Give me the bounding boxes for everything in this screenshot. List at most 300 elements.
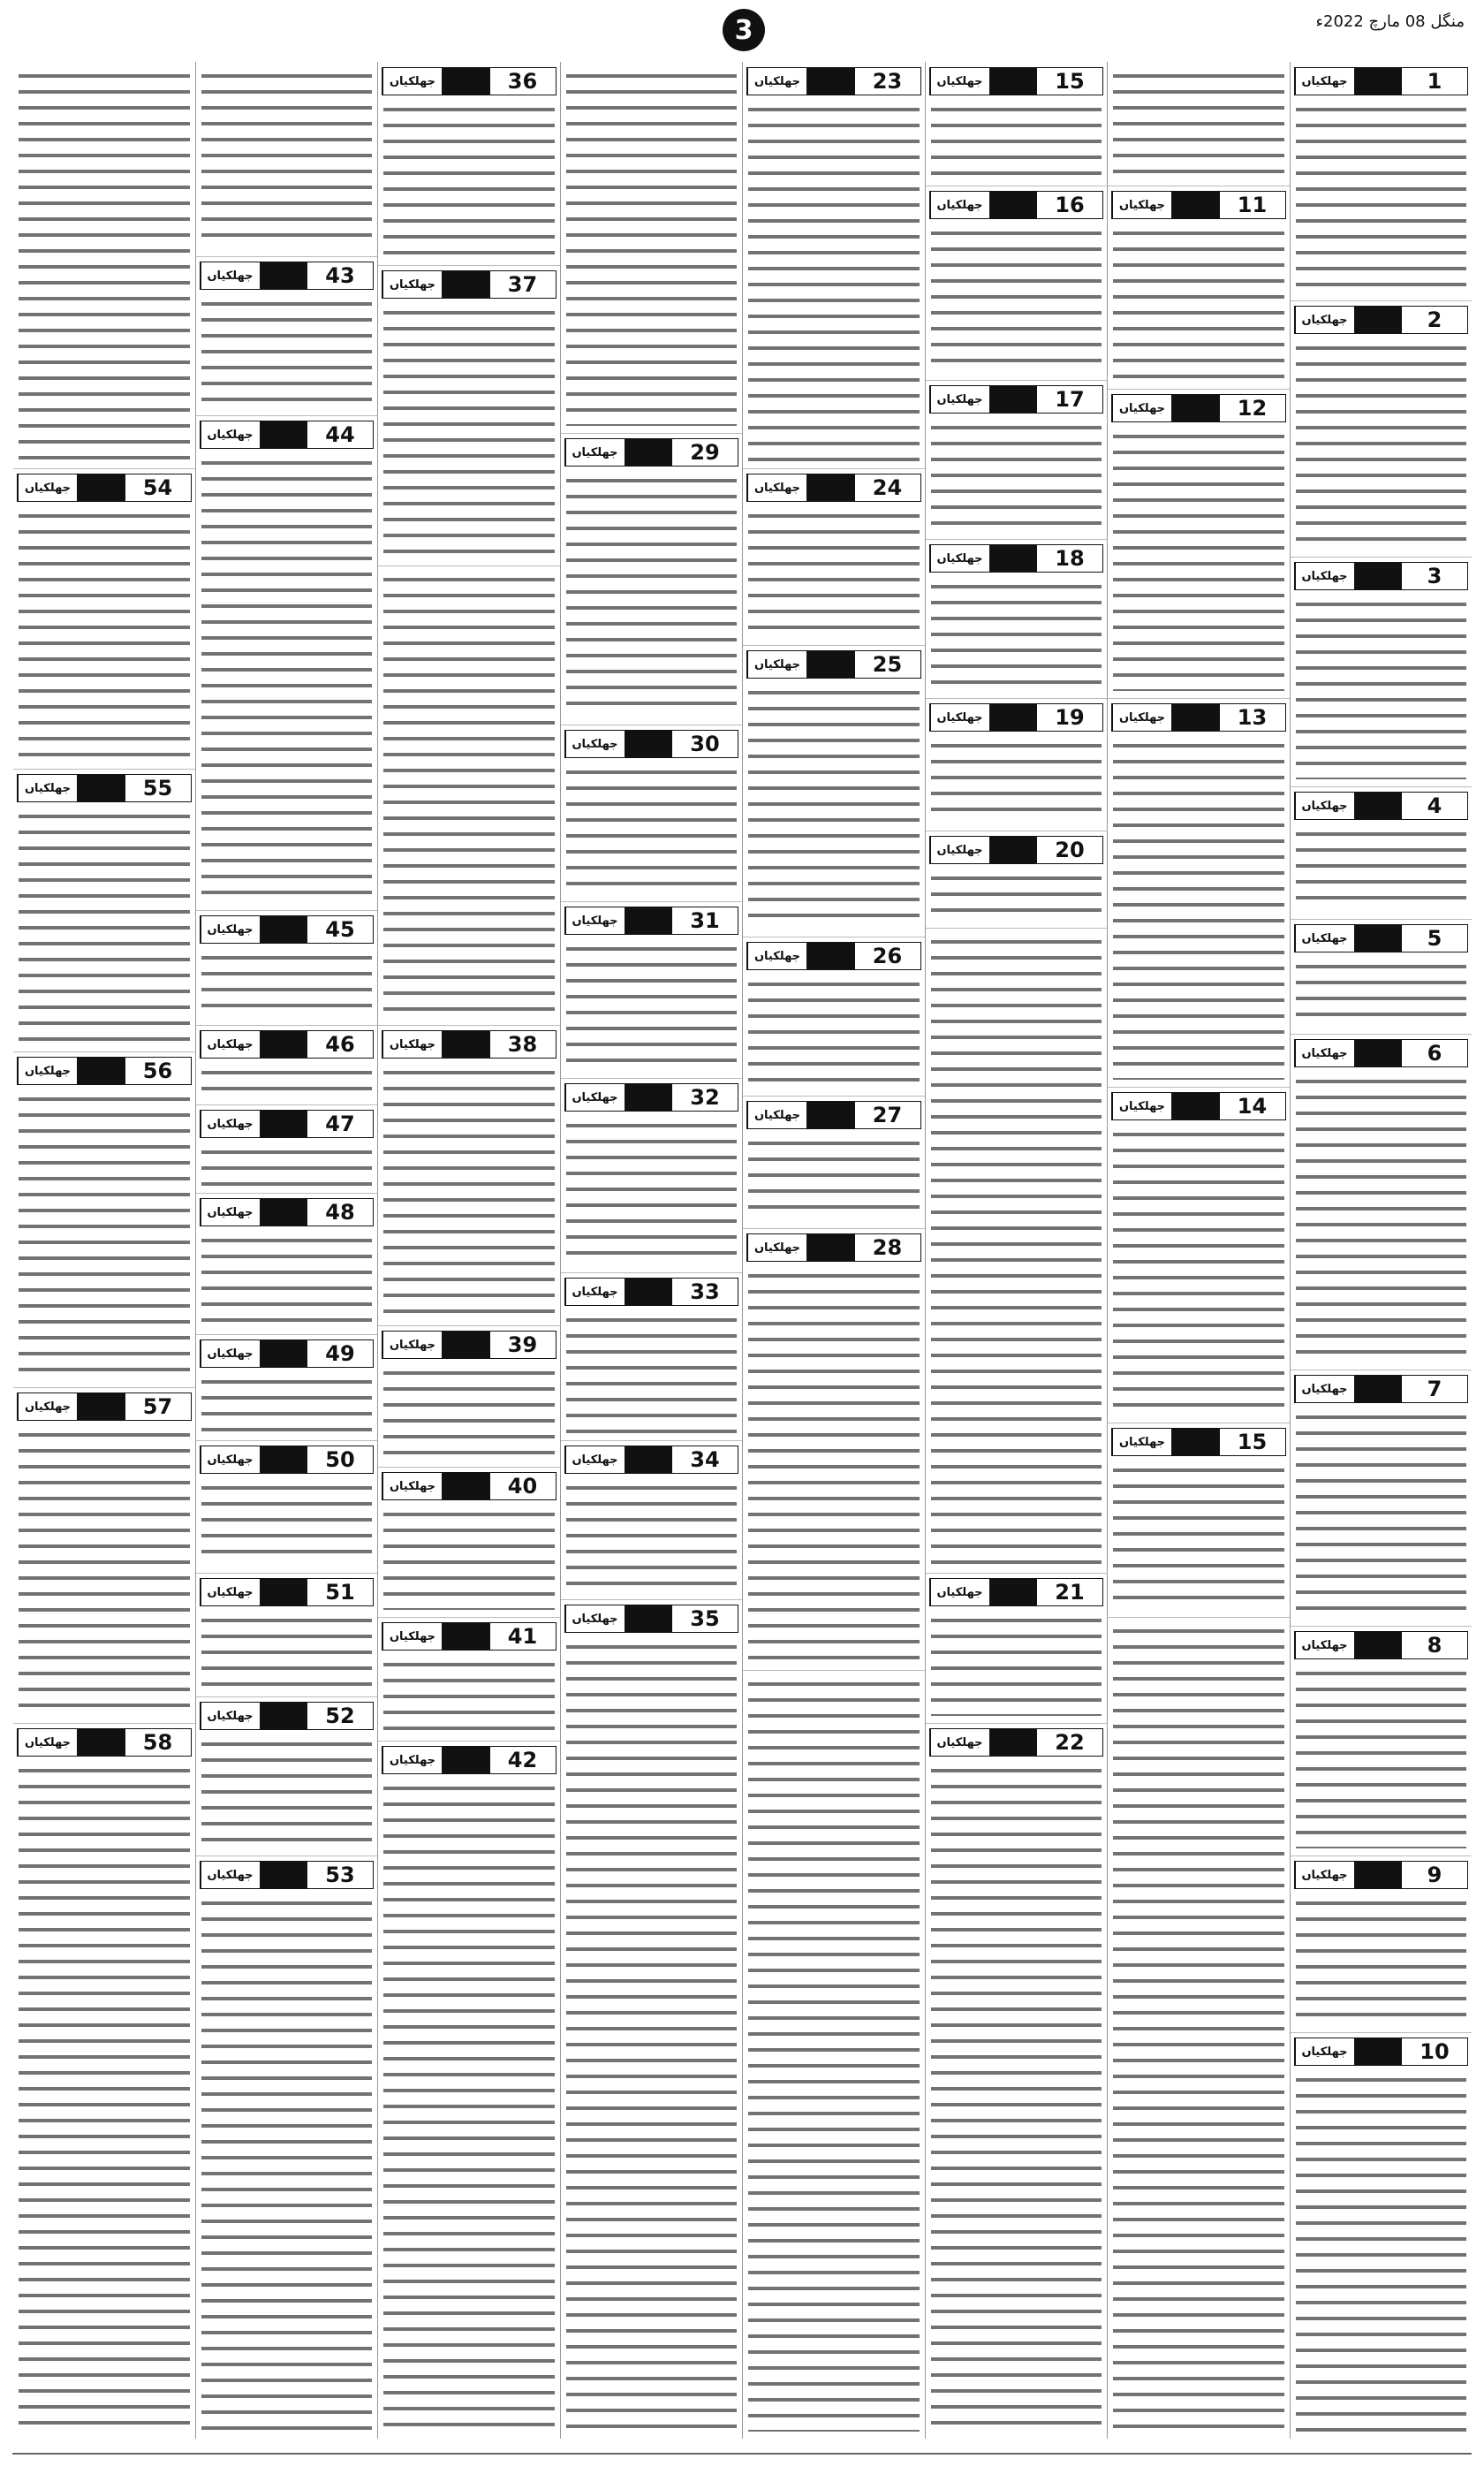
news-item-label: جھلکیاں [1295,793,1354,819]
news-item-55 [13,769,195,1052]
news-item-header [382,1746,556,1774]
news-item-label: جھلکیاں [1295,307,1354,333]
news-item-number: 1 [1401,68,1467,95]
news-item-header [200,1446,375,1474]
news-item-header [1294,306,1469,334]
news-item-number: 2 [1401,307,1467,333]
news-item-text-block [566,69,738,426]
news-item-header [746,67,921,95]
news-item-56 [13,1051,195,1388]
news-item-text-block [201,1375,373,1433]
continued-text-block [1108,1617,1290,2439]
news-item-header-bar [1354,2038,1402,2065]
continued-text-block [561,62,743,434]
news-item-header-bar [989,192,1037,218]
news-item-header-bar [1354,1862,1402,1888]
news-item-57 [13,1387,195,1724]
news-item-header-bar [989,837,1037,863]
news-item-text-block [19,1428,190,1716]
news-item-label: جھلکیاں [747,1102,806,1128]
news-item-text-block [201,456,373,903]
news-item-header [382,1622,556,1651]
news-item-number: 40 [489,1473,556,1499]
news-column-1 [1290,62,1473,2439]
news-item-number: 43 [307,262,373,289]
news-item-label: جھلکیاں [201,1111,260,1137]
news-item-header [564,1083,739,1112]
news-item-number: 16 [1036,192,1102,218]
news-item-number: 32 [671,1084,738,1111]
news-item-text-block [19,69,190,461]
news-item-label: جھلکیاں [930,704,989,731]
news-item-label: جھلکیاں [747,68,806,95]
news-item-header [1111,1428,1286,1456]
news-item-54 [13,468,195,770]
news-item-header-bar [77,775,125,801]
news-item-header-bar [989,1579,1037,1605]
news-item-header-bar [442,1332,489,1358]
news-item-label: جھلکیاں [565,907,625,934]
news-item-header-bar [260,262,307,289]
news-item-label: جھلکیاں [1295,1632,1354,1658]
news-item-text-block [931,871,1102,921]
news-item-text-block [748,1269,920,1663]
news-item-25 [743,645,925,937]
continued-text-block [1108,62,1290,186]
news-item-number: 38 [489,1031,556,1058]
news-item-header-bar [1354,1632,1402,1658]
news-item-header [382,67,556,95]
news-item-header-bar [77,474,125,501]
news-item-text-block [931,1764,1102,2432]
news-item-number: 15 [1036,68,1102,95]
news-item-text-block [931,739,1102,823]
news-item-number: 48 [307,1199,373,1226]
news-item-header [746,650,921,679]
news-item-header-bar [625,1279,672,1305]
news-item-number: 27 [854,1102,920,1128]
news-item-30 [561,725,743,902]
news-item-3 [1291,557,1473,787]
continued-text-block [13,62,195,469]
news-item-text-block [566,942,738,1071]
news-item-number: 53 [307,1862,373,1888]
news-item-23 [743,62,925,469]
news-item-number: 29 [671,439,738,466]
news-item-text-block [383,1066,555,1318]
news-item-header-bar [1354,68,1402,95]
news-item-text-block [566,1481,738,1592]
news-column-7 [195,62,378,2439]
continued-text-block [196,62,378,257]
news-item-label: جھلکیاں [382,271,442,298]
news-item-label: جھلکیاں [1295,925,1354,952]
news-item-text-block [1296,1896,1467,2025]
news-columns [12,62,1472,2439]
news-item-text-block [201,1066,373,1097]
news-item-number: 17 [1036,386,1102,413]
news-item-number: 42 [489,1747,556,1773]
news-item-header-bar [806,474,854,501]
news-item-text-block [19,1092,190,1380]
news-item-header [382,270,556,299]
news-item-number: 20 [1036,837,1102,863]
issue-date: منگل 08 مارچ 2022ء [1315,12,1465,31]
news-item-48 [196,1193,378,1335]
news-item-text-block [201,951,373,1018]
news-item-header [929,1578,1104,1606]
news-item-header [200,421,375,449]
news-item-label: جھلکیاں [1295,68,1354,95]
news-item-16 [926,186,1108,381]
news-item-number: 5 [1401,925,1467,952]
news-item-number: 51 [307,1579,373,1605]
news-item-header [564,1605,739,1633]
news-item-text-block [383,1781,555,2432]
news-item-label: جھلکیاں [565,1446,625,1473]
news-item-text-block [931,226,1102,373]
news-item-number: 34 [671,1446,738,1473]
news-item-39 [378,1325,560,1468]
news-item-header [929,703,1104,732]
news-item-header [1294,2038,1469,2066]
news-item-number: 4 [1401,793,1467,819]
news-item-31 [561,901,743,1079]
news-item-text-block [748,102,920,461]
news-item-number: 45 [307,916,373,943]
news-item-label: جھلکیاں [565,1279,625,1305]
news-item-label: جھلکیاں [382,68,442,95]
news-item-header-bar [1171,704,1219,731]
news-item-label: جھلکیاں [201,1031,260,1058]
news-item-header-bar [1354,1376,1402,1402]
news-item-33 [561,1272,743,1441]
news-item-header [17,1728,192,1757]
news-item-43 [196,256,378,416]
news-item-45 [196,910,378,1026]
news-item-number: 50 [307,1446,373,1473]
news-item-text-block [1113,69,1284,178]
news-item-13 [1108,698,1290,1088]
news-item-header [929,836,1104,864]
news-item-label: جھلکیاں [201,262,260,289]
news-item-text-block [383,1507,555,1610]
news-item-text-block [19,509,190,762]
news-item-35 [561,1599,743,2439]
news-item-header [564,1278,739,1306]
news-item-header-bar [806,68,854,95]
news-item-number: 30 [671,731,738,757]
news-item-20 [926,831,1108,929]
news-item-number: 41 [489,1623,556,1650]
news-item-29 [561,433,743,725]
news-item-header [1294,1039,1469,1067]
news-item-number: 9 [1401,1862,1467,1888]
news-item-37 [378,265,560,566]
news-item-header [200,1198,375,1226]
news-item-number: 36 [489,68,556,95]
news-item-text-block [383,102,555,258]
news-item-header-bar [77,1729,125,1756]
news-item-text-block [1113,739,1284,1080]
news-item-header [746,942,921,970]
news-item-header-bar [625,1084,672,1111]
news-item-34 [561,1440,743,1600]
news-item-header-bar [1354,925,1402,952]
news-item-40 [378,1467,560,1618]
news-item-19 [926,698,1108,831]
news-item-header [929,1728,1104,1757]
news-item-header [746,1101,921,1129]
news-item-number: 31 [671,907,738,934]
news-item-text-block [1296,1666,1467,1848]
news-item-label: جھلکیاں [565,1084,625,1111]
news-item-number: 13 [1219,704,1285,731]
news-item-17 [926,380,1108,540]
news-item-number: 23 [854,68,920,95]
news-item-text-block [748,1136,920,1221]
news-item-header-bar [625,731,672,757]
news-item-text-block [1296,102,1467,293]
news-item-number: 26 [854,943,920,969]
news-item-header-bar [442,1473,489,1499]
news-item-header [1294,67,1469,95]
news-item-header-bar [260,1340,307,1367]
news-item-header-bar [260,1579,307,1605]
news-item-text-block [1296,827,1467,912]
news-item-text-block [748,1677,920,2432]
news-item-label: جھلکیاں [565,439,625,466]
news-item-label: جھلکیاں [1112,395,1171,421]
news-column-6 [377,62,560,2439]
news-column-3 [925,62,1108,2439]
news-item-text-block [1296,1074,1467,1362]
news-item-header [1294,562,1469,590]
news-item-4 [1291,786,1473,920]
news-item-text-block [201,69,373,249]
news-item-text-block [201,1233,373,1327]
news-item-1 [1291,62,1473,301]
news-item-header-bar [989,704,1037,731]
news-item-label: جھلکیاں [1295,563,1354,589]
news-item-text-block [201,1481,373,1566]
news-item-header [1111,394,1286,422]
news-item-label: جھلکیاں [565,1605,625,1632]
news-item-header [1294,792,1469,820]
news-item-label: جھلکیاں [1112,1429,1171,1455]
news-item-text-block [931,1613,1102,1716]
news-item-text-block [383,306,555,558]
news-item-header-bar [806,943,854,969]
news-item-number: 47 [307,1111,373,1137]
news-item-label: جھلکیاں [747,474,806,501]
news-item-51 [196,1573,378,1697]
continued-text-block [743,1670,925,2439]
news-item-text-block [201,297,373,408]
news-item-number: 22 [1036,1729,1102,1756]
news-item-number: 15 [1219,1429,1285,1455]
news-item-text-block [566,1119,738,1265]
footer-rule [12,2453,1472,2455]
news-item-text-block [1296,341,1467,550]
news-item-text-block [748,686,920,930]
news-item-number: 58 [125,1729,191,1756]
news-item-number: 6 [1401,1040,1467,1066]
news-item-50 [196,1440,378,1574]
news-item-label: جھلکیاں [201,1862,260,1888]
news-item-header [1294,1861,1469,1889]
news-item-header [1111,191,1286,219]
continued-text-block [926,928,1108,1574]
news-item-header-bar [260,1446,307,1473]
masthead [0,0,1484,62]
news-item-number: 56 [125,1058,191,1084]
news-item-header-bar [989,1729,1037,1756]
news-item-header [200,1702,375,1730]
news-item-header [200,1578,375,1606]
news-item-label: جھلکیاں [930,386,989,413]
news-item-header [200,915,375,944]
news-item-label: جھلکیاں [930,545,989,572]
news-item-6 [1291,1034,1473,1370]
news-item-5 [1291,919,1473,1035]
news-item-32 [561,1078,743,1273]
news-item-header [382,1331,556,1359]
news-item-header [1111,703,1286,732]
news-item-label: جھلکیاں [1295,1376,1354,1402]
news-item-22 [926,1723,1108,2439]
news-item-text-block [748,509,920,638]
news-item-header [200,1110,375,1138]
news-item-38 [378,1025,560,1326]
news-item-2 [1291,300,1473,558]
news-item-text-block [383,1366,555,1460]
news-item-28 [743,1228,925,1671]
news-item-header-bar [77,1393,125,1420]
news-item-text-block [566,474,738,717]
news-item-label: جھلکیاں [201,1703,260,1729]
news-item-number: 25 [854,651,920,678]
news-item-text-block [931,580,1102,691]
news-item-text-block [383,573,555,1018]
news-item-header [17,1393,192,1421]
news-item-number: 33 [671,1279,738,1305]
news-item-header-bar [260,1862,307,1888]
news-item-number: 14 [1219,1093,1285,1119]
news-item-header-bar [625,1446,672,1473]
news-item-header-bar [1171,395,1219,421]
news-item-header-bar [625,907,672,934]
news-item-text-block [201,1145,373,1186]
page-number-badge: 3 [723,9,765,51]
news-item-label: جھلکیاں [18,1393,77,1420]
news-item-text-block [1296,960,1467,1027]
news-item-label: جھلکیاں [930,1729,989,1756]
news-item-text-block [931,421,1102,532]
news-item-header-bar [1354,1040,1402,1066]
news-item-header-bar [442,68,489,95]
news-item-number: 46 [307,1031,373,1058]
news-item-header-bar [442,1747,489,1773]
news-item-label: جھلکیاں [1295,2038,1354,2065]
news-item-label: جھلکیاں [382,1623,442,1650]
news-item-number: 12 [1219,395,1285,421]
news-item-number: 37 [489,271,556,298]
news-item-8 [1291,1626,1473,1856]
news-item-text-block [1296,2073,1467,2432]
news-item-label: جھلکیاں [201,916,260,943]
news-item-44 [196,415,378,911]
news-item-41 [378,1617,560,1742]
news-item-text-block [1113,1463,1284,1610]
news-item-header-bar [806,1234,854,1261]
news-item-header [1294,924,1469,952]
news-item-label: جھلکیاں [382,1473,442,1499]
news-item-text-block [566,765,738,894]
news-item-10 [1291,2032,1473,2439]
news-item-header-bar [1171,1093,1219,1119]
news-item-number: 10 [1401,2038,1467,2065]
news-item-label: جھلکیاں [930,1579,989,1605]
news-item-header [382,1472,556,1500]
news-item-label: جھلکیاں [1112,704,1171,731]
news-item-header [929,385,1104,414]
news-item-text-block [383,1658,555,1734]
news-item-header-bar [442,271,489,298]
news-column-4 [742,62,925,2439]
news-item-label: جھلکیاں [18,1729,77,1756]
news-item-42 [378,1741,560,2439]
news-item-header-bar [806,651,854,678]
news-item-header-bar [260,916,307,943]
news-item-label: جھلکیاں [18,775,77,801]
news-item-text-block [1113,429,1284,691]
news-item-label: جھلکیاں [1112,1093,1171,1119]
news-item-text-block [931,102,1102,178]
news-item-24 [743,468,925,646]
news-item-number: 18 [1036,545,1102,572]
news-item-number: 35 [671,1605,738,1632]
news-item-label: جھلکیاں [18,1058,77,1084]
news-item-header-bar [989,68,1037,95]
news-item-label: جھلکیاں [565,731,625,757]
news-item-18 [926,539,1108,699]
news-item-header [200,1339,375,1368]
news-item-header-bar [77,1058,125,1084]
news-item-number: 55 [125,775,191,801]
news-item-text-block [566,1640,738,2432]
news-item-number: 7 [1401,1376,1467,1402]
news-item-label: جھلکیاں [382,1747,442,1773]
news-item-text-block [1113,1624,1284,2432]
news-item-label: جھلکیاں [747,943,806,969]
news-item-header [746,1233,921,1262]
news-item-header [1294,1375,1469,1403]
news-item-header [564,730,739,758]
news-item-header [200,262,375,290]
news-item-header [929,191,1104,219]
news-item-header-bar [260,1111,307,1137]
news-item-52 [196,1696,378,1856]
news-item-label: جھلکیاں [382,1332,442,1358]
news-item-label: جھلکیاں [201,1199,260,1226]
news-item-number: 21 [1036,1579,1102,1605]
news-item-14 [1108,1087,1290,1423]
news-item-15 [1108,1423,1290,1618]
news-item-header-bar [1354,793,1402,819]
news-item-label: جھلکیاں [930,837,989,863]
news-item-text-block [1113,1127,1284,1415]
